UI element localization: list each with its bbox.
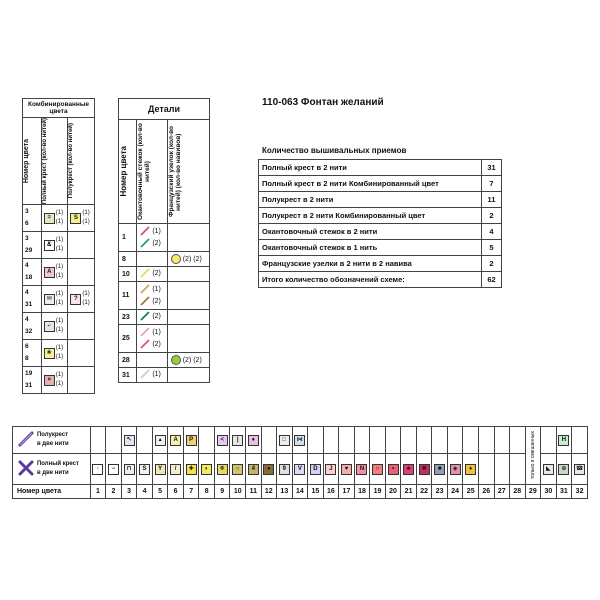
legend-number: 27: [494, 485, 510, 499]
legend-half-symbol: ♦: [248, 435, 259, 446]
legend-number: 26: [478, 485, 494, 499]
count-label: Окантовочный стежок в 2 нити: [259, 224, 482, 240]
french-knot-icon: [171, 254, 181, 264]
legend-full-symbol: ⊓: [124, 464, 135, 475]
combined-colors-table: [22, 98, 95, 394]
count-row: [259, 160, 502, 176]
combo-full-count: (1): [55, 291, 64, 298]
legend-half-symbol: H: [558, 435, 569, 446]
legend-full-symbol: ✖: [419, 464, 430, 475]
legend-full-symbol: −: [108, 464, 119, 475]
details-col-knot: Французский узелок (кол-во нитей) (кол-во навивов): [167, 126, 182, 217]
legend-full-symbol: ○: [232, 464, 243, 475]
legend-number: 17: [339, 485, 355, 499]
combo-full-symbol: ⌐: [44, 321, 55, 332]
count-value: 4: [482, 224, 502, 240]
legend-number: 4: [137, 485, 153, 499]
details-number: 11: [119, 282, 137, 310]
legend-number: 24: [447, 485, 463, 499]
legend-number: 21: [401, 485, 417, 499]
details-number: 1: [119, 224, 137, 252]
legend-number: 13: [277, 485, 293, 499]
combo-number-1: 4: [25, 316, 29, 324]
count-table: [258, 159, 502, 288]
legend-full-symbol: ♥: [341, 464, 352, 475]
combo-full-symbol: ×: [44, 375, 55, 386]
combo-number-2: 31: [25, 301, 33, 309]
count-label: Полукрест в 2 нити: [259, 192, 482, 208]
backstitch-count: (1): [152, 227, 161, 235]
legend-full-symbol: S: [139, 464, 150, 475]
count-row: [259, 240, 502, 256]
details-table: [118, 98, 210, 383]
combined-only-note: только в смешанных: [529, 431, 536, 480]
combo-row: [23, 313, 95, 340]
legend-full-symbol: ●: [263, 464, 274, 475]
details-row: [119, 224, 210, 252]
legend-number: 2: [106, 485, 122, 499]
backstitch-line-icon: [140, 369, 150, 379]
page-title: 110-063 Фонтан желаний: [262, 97, 384, 108]
combo-number-2: 8: [25, 355, 29, 363]
combo-full-count-2: (1): [55, 246, 64, 253]
legend-number: 6: [168, 485, 184, 499]
count-row: [259, 192, 502, 208]
combo-full-count-2: (1): [55, 381, 64, 388]
count-value: 2: [482, 208, 502, 224]
combo-full-count-2: (1): [55, 327, 64, 334]
legend-full-symbol: ∩: [372, 464, 383, 475]
legend-half-symbol: ▴: [155, 435, 166, 446]
combo-full-count: (1): [55, 345, 64, 352]
count-header: Количество вышивальных приемов: [262, 146, 407, 155]
legend-number: 15: [308, 485, 324, 499]
combined-colors-header: Комбинированные цвета: [23, 99, 95, 118]
legend-half-symbol: A: [170, 435, 181, 446]
combo-row: [23, 367, 95, 394]
legend-full-symbol: ◈: [450, 464, 461, 475]
number-label: Номер цвета: [13, 485, 91, 499]
backstitch-line-icon: [140, 311, 150, 321]
details-row: [119, 353, 210, 368]
combo-full-symbol: A: [44, 267, 55, 278]
legend-number: 19: [370, 485, 386, 499]
backstitch-count: (2): [152, 297, 161, 305]
backstitch-line-icon: [140, 327, 150, 337]
count-value: 5: [482, 240, 502, 256]
half-label-1: Полукрест: [36, 432, 69, 438]
combo-half-count: (1): [82, 291, 90, 298]
legend-full-symbol: 4: [248, 464, 259, 475]
details-number: 28: [119, 353, 137, 368]
details-number: 23: [119, 310, 137, 325]
count-label: Полный крест в 2 нити Комбинированный цвет: [259, 176, 482, 192]
backstitch-line-icon: [140, 284, 150, 294]
legend-full-symbol: D: [310, 464, 321, 475]
half-label-2: в две нити: [36, 441, 69, 447]
french-knot-icon: [171, 355, 181, 365]
legend-full-symbol: ♦: [465, 464, 476, 475]
details-row: [119, 325, 210, 353]
details-col-back: Окантовочный стежок (кол-во нитей): [137, 123, 152, 220]
legend-full-symbol: ☎: [574, 464, 585, 475]
legend-number: 3: [121, 485, 137, 499]
legend-half-symbol: □: [279, 435, 290, 446]
legend-number: 7: [183, 485, 199, 499]
backstitch-line-icon: [140, 238, 150, 248]
legend-number: 18: [354, 485, 370, 499]
legend-full-symbol: N: [356, 464, 367, 475]
combo-full-count: (1): [55, 264, 64, 271]
count-value: 11: [482, 192, 502, 208]
count-label: Полукрест в 2 нити Комбинированный цвет: [259, 208, 482, 224]
combo-row: [23, 205, 95, 232]
legend-number: 14: [292, 485, 308, 499]
legend-number: 25: [463, 485, 479, 499]
details-row: [119, 267, 210, 282]
count-row: [259, 208, 502, 224]
count-row: [259, 176, 502, 192]
count-value: 7: [482, 176, 502, 192]
details-row: [119, 368, 210, 383]
combo-row: [23, 340, 95, 367]
col-full-header: Полный крест (кол-во нитей): [41, 118, 48, 205]
details-number: 31: [119, 368, 137, 383]
count-row: [259, 224, 502, 240]
french-knot-count: (2) (2): [182, 255, 202, 263]
legend-full-symbol: Y: [155, 464, 166, 475]
legend-full-symbol: ◐: [201, 464, 212, 475]
legend-half-symbol: ↖: [124, 435, 135, 446]
combo-full-count: (1): [55, 372, 64, 379]
legend-number: 5: [152, 485, 168, 499]
legend-full-symbol: ⊚: [558, 464, 569, 475]
legend-number: 8: [199, 485, 215, 499]
legend-half-symbol: ⋈: [294, 435, 305, 446]
combo-full-symbol: ✉: [44, 294, 55, 305]
combo-row: [23, 259, 95, 286]
legend-number: 12: [261, 485, 277, 499]
details-row: [119, 282, 210, 310]
col-half-header: Полукрест (кол-во нитей): [68, 123, 75, 199]
combo-full-count-2: (1): [55, 300, 64, 307]
legend-full-symbol: V: [294, 464, 305, 475]
count-value: 2: [482, 256, 502, 272]
combo-full-count: (1): [55, 210, 64, 217]
combo-number-2: 18: [25, 274, 33, 282]
combo-number-1: 4: [25, 262, 29, 270]
count-value: 62: [482, 272, 502, 288]
backstitch-line-icon: [140, 339, 150, 349]
legend-number: 31: [556, 485, 572, 499]
legend-number: 23: [432, 485, 448, 499]
legend-number: 30: [541, 485, 557, 499]
backstitch-line-icon: [140, 226, 150, 236]
legend-full-symbol: ·: [92, 464, 103, 475]
combo-full-count: (1): [55, 318, 64, 325]
legend-number: 22: [416, 485, 432, 499]
legend-full-symbol: /: [170, 464, 181, 475]
legend-number: 32: [572, 485, 588, 499]
backstitch-count: (2): [152, 239, 161, 247]
combo-full-symbol: Ճ: [44, 240, 55, 251]
legend-full-symbol: •: [388, 464, 399, 475]
legend-number: 9: [214, 485, 230, 499]
combo-row: [23, 286, 95, 313]
details-number: 10: [119, 267, 137, 282]
full-cross-icon: [17, 459, 35, 479]
combo-full-count-2: (1): [55, 219, 64, 226]
combo-full-symbol: =: [44, 213, 55, 224]
legend-number: 10: [230, 485, 246, 499]
count-value: 31: [482, 160, 502, 176]
count-row: [259, 272, 502, 288]
legend-full-symbol: ✚: [186, 464, 197, 475]
legend-full-symbol: J: [325, 464, 336, 475]
backstitch-count: (2): [152, 340, 161, 348]
combo-half-symbol: ?: [70, 294, 81, 305]
combo-half-symbol: S: [70, 213, 81, 224]
combo-half-count-2: (1): [82, 300, 90, 307]
combo-number-1: 6: [25, 343, 29, 351]
legend-full-symbol: ⌾: [217, 464, 228, 475]
backstitch-count: (1): [152, 371, 161, 378]
combo-half-count: (1): [82, 210, 90, 217]
legend-full-symbol: ■: [434, 464, 445, 475]
backstitch-count: (1): [152, 328, 161, 336]
count-label: Французские узелки в 2 нити в 2 навива: [259, 256, 482, 272]
legend-table: [12, 426, 588, 499]
legend-number: 1: [90, 485, 106, 499]
legend-number: 11: [246, 485, 262, 499]
combo-half-count-2: (1): [82, 219, 90, 226]
details-col-number: Номер цвета: [119, 146, 128, 197]
legend-full-symbol: ♣: [403, 464, 414, 475]
count-label: Итого количество обозначений схеме:: [259, 272, 482, 288]
col-number-header: Номер цвета: [23, 138, 30, 184]
legend-half-symbol: <: [217, 435, 228, 446]
french-knot-count: (2) (2): [182, 356, 202, 364]
count-label: Окантовочный стежок в 1 нить: [259, 240, 482, 256]
details-number: 8: [119, 252, 137, 267]
legend-half-symbol: P: [186, 435, 197, 446]
combo-number-2: 31: [25, 382, 33, 390]
combo-number-2: 29: [25, 247, 33, 255]
details-row: [119, 310, 210, 325]
backstitch-line-icon: [140, 296, 150, 306]
combo-number-1: 3: [25, 235, 29, 243]
backstitch-count: (1): [152, 285, 161, 293]
backstitch-line-icon: [140, 268, 150, 278]
combo-row: [23, 232, 95, 259]
details-number: 25: [119, 325, 137, 353]
legend-number: 28: [510, 485, 526, 499]
combo-full-symbol: ❀: [44, 348, 55, 359]
legend-number: 16: [323, 485, 339, 499]
combo-number-2: 32: [25, 328, 33, 336]
combo-full-count-2: (1): [55, 273, 64, 280]
combo-number-1: 3: [25, 208, 29, 216]
legend-full-symbol: 9: [279, 464, 290, 475]
half-cross-icon: [17, 430, 35, 450]
legend-number: 20: [385, 485, 401, 499]
combo-full-count-2: (1): [55, 354, 64, 361]
backstitch-count: (2): [152, 313, 161, 320]
legend-number: 29: [525, 485, 541, 499]
combo-number-1: 4: [25, 289, 29, 297]
details-row: [119, 252, 210, 267]
count-row: [259, 256, 502, 272]
combo-number-1: 19: [25, 370, 33, 378]
backstitch-count: (2): [152, 270, 161, 277]
combo-full-count: (1): [55, 237, 64, 244]
details-header: Детали: [119, 99, 210, 120]
full-label-2: в две нити: [36, 470, 69, 476]
combo-number-2: 6: [25, 220, 29, 228]
count-label: Полный крест в 2 нити: [259, 160, 482, 176]
legend-full-symbol: ◣: [543, 464, 554, 475]
full-label-1: Полный крест: [36, 461, 79, 467]
legend-half-symbol: |: [232, 435, 243, 446]
